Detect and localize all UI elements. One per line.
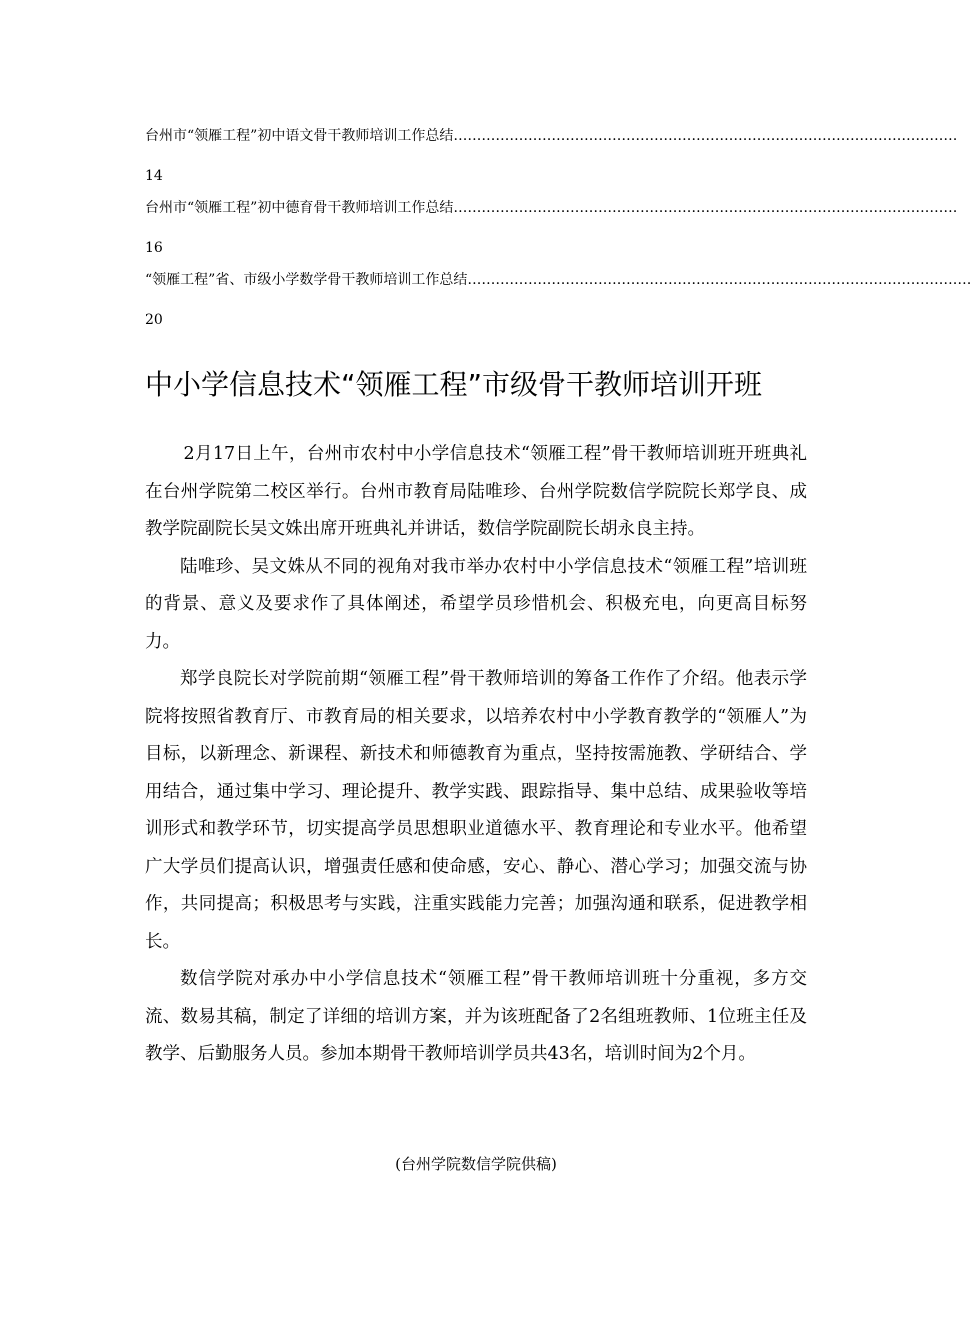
toc-page-number: 20 <box>145 312 163 328</box>
table-of-contents <box>145 123 971 339</box>
toc-entry-title: 台州市“领雁工程”初中语文骨干教师培训工作总结 <box>145 128 454 144</box>
article-body <box>145 436 807 1074</box>
toc-entry-title: 台州市“领雁工程”初中德育骨干教师培训工作总结 <box>145 200 454 216</box>
article-credit: (台州学院数信学院供稿) <box>395 1155 557 1173</box>
toc-line <box>145 195 958 221</box>
toc-page-number: 14 <box>145 168 163 184</box>
article-headline: 中小学信息技术“领雁工程”市级骨干教师培训开班 <box>145 367 763 401</box>
toc-line <box>145 123 958 149</box>
article-paragraph: 2月17日上午，台州市农村中小学信息技术“领雁工程”骨干教师培训班开班典礼在台州学院第二校区举行。台州市教育局陆唯珍、台州学院数信学院院长郑学良、成教学院副院长吴文姝出席开班典礼并讲话，数信学院副院长胡永良主持。 <box>145 444 807 539</box>
toc-entry[interactable] <box>145 267 971 339</box>
toc-dot-leader: ……………………………………………………………………………………………… <box>467 272 971 288</box>
article-paragraph: 郑学良院长对学院前期“领雁工程”骨干教师培训的筹备工作作了介绍。他表示学院将按照省教育厅、市教育局的相关要求，以培养农村中小学教育教学的“领雁人”为目标，以新理念、新课程、新技术和师德教育为重点，坚持按需施教、学研结合、学用结合，通过集中学习、理论提升、教学实践、跟踪指导、集中总结、成果验收等培训形式和教学环节，切实提高学员思想职业道德水平、教育理论和专业水平。他希望广大学员们提高认识，增强责任感和使命感，安心、静心、潜心学习；加强交流与协作，共同提高；积极思考与实践，注重实践能力完善；加强沟通和联系，促进教学相长。 <box>145 669 807 952</box>
toc-entry-title: “领雁工程”省、市级小学数学骨干教师培训工作总结 <box>145 272 468 288</box>
toc-page-number: 16 <box>145 240 163 256</box>
toc-entry[interactable] <box>145 195 958 267</box>
toc-dot-leader: ……………………………………………………………………………………………… <box>453 200 958 216</box>
article-paragraph: 陆唯珍、吴文姝从不同的视角对我市举办农村中小学信息技术“领雁工程”培训班的背景、意义及要求作了具体阐述，希望学员珍惜机会、积极充电，向更高目标努力。 <box>145 556 807 652</box>
toc-line <box>145 267 971 293</box>
toc-entry[interactable] <box>145 123 958 195</box>
toc-dot-leader: ……………………………………………………………………………………………… <box>453 128 958 144</box>
article-paragraph: 数信学院对承办中小学信息技术“领雁工程”骨干教师培训班十分重视，多方交流、数易其稿，制定了详细的培训方案，并为该班配备了2名组班教师、1位班主任及教学、后勤服务人员。参加本期骨干教师培训学员共43名，培训时间为2个月。 <box>145 969 807 1064</box>
